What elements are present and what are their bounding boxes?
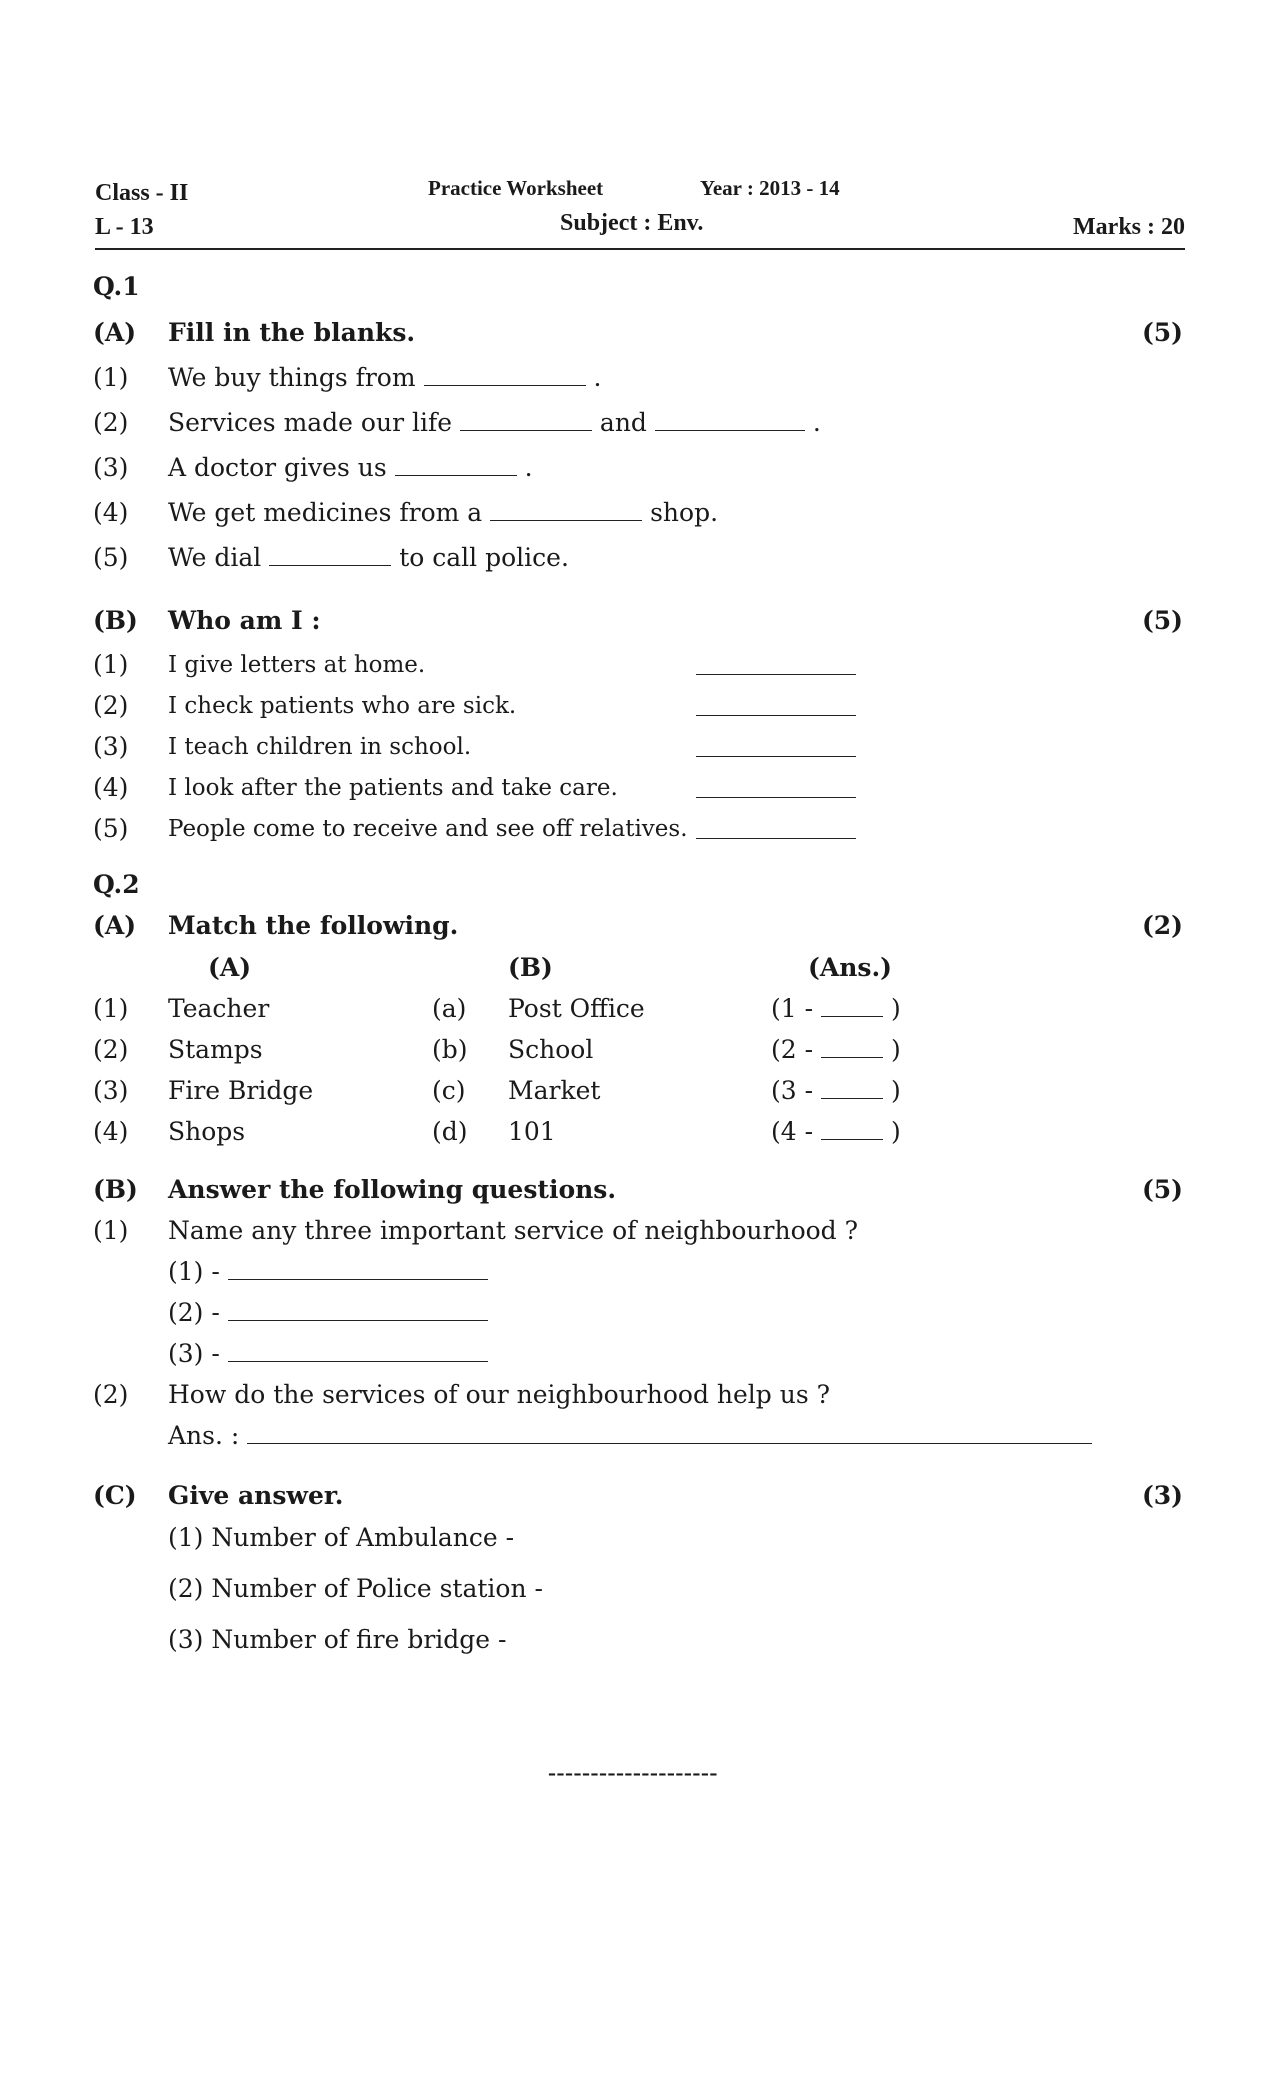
match-col-b-header: (B) [508,953,553,982]
service-answer-3: (3) - [168,1339,488,1368]
match-item-b: School [508,1035,594,1064]
answer-blank[interactable] [821,1039,883,1058]
q2a-marks: (2) [1141,911,1183,940]
answer-line: Ans. : [168,1421,1092,1450]
match-item-b: Market [508,1076,601,1105]
match-letter: (c) [432,1076,466,1105]
who-item-text: I give letters at home. [168,652,426,678]
answer-blank[interactable] [821,998,883,1017]
header-rule [95,248,1185,250]
service-answer-2: (2) - [168,1298,488,1327]
match-col-a-header: (A) [208,953,252,982]
match-col-ans-header: (Ans.) [808,953,893,982]
lesson-label: L - 13 [95,214,154,240]
q2a-label: (A) [93,911,137,940]
who-item-num: (1) [93,650,129,679]
answer-q1-text: Name any three important service of neighbourhood ? [168,1216,859,1245]
answer-q2-text: How do the services of our neighbourhood help us ? [168,1380,831,1409]
service-answer-1: (1) - [168,1257,488,1286]
answer-blank[interactable] [395,457,517,476]
answer-blank[interactable] [696,820,856,839]
give-answer-item: (1) Number of Ambulance - [168,1523,515,1552]
answer-blank[interactable] [696,697,856,716]
who-item-num: (2) [93,691,129,720]
q1a-title: Fill in the blanks. [168,318,416,347]
year-label: Year : 2013 - 14 [700,176,840,200]
subject-label: Subject : Env. [560,210,704,236]
fill-item-num: (1) [93,363,129,392]
answer-blank[interactable] [228,1343,488,1362]
q2b-title: Answer the following questions. [168,1175,617,1204]
who-item-text: I look after the patients and take care. [168,775,618,801]
q2b-marks: (5) [1141,1175,1183,1204]
fill-item-4: We get medicines from a shop. [168,498,719,527]
match-letter: (a) [432,994,467,1023]
q2c-title: Give answer. [168,1481,344,1510]
match-answer: (2 - ) [771,1035,901,1064]
q2b-label: (B) [93,1175,138,1204]
match-item-a: Teacher [168,994,270,1023]
fill-item-num: (3) [93,453,129,482]
give-answer-item: (2) Number of Police station - [168,1574,543,1603]
q1b-label: (B) [93,606,138,635]
fill-item-num: (2) [93,408,129,437]
who-item-num: (4) [93,773,129,802]
answer-blank[interactable] [490,502,642,521]
match-row-num: (1) [93,994,129,1023]
fill-item-2: Services made our life and . [168,408,821,437]
answer-blank[interactable] [696,738,856,757]
who-item-text: I check patients who are sick. [168,693,517,719]
question-2-label: Q.2 [93,870,140,899]
who-item-text: People come to receive and see off relatives. [168,816,688,842]
match-letter: (d) [432,1117,468,1146]
fill-item-5: We dial to call police. [168,543,569,572]
answer-blank[interactable] [228,1261,488,1280]
match-answer: (1 - ) [771,994,901,1023]
who-item-num: (5) [93,814,129,843]
answer-blank[interactable] [696,656,856,675]
answer-blank[interactable] [821,1121,883,1140]
q1a-label: (A) [93,318,137,347]
answer-blank[interactable] [460,412,592,431]
fill-item-num: (5) [93,543,129,572]
match-item-a: Stamps [168,1035,263,1064]
answer-blank[interactable] [696,779,856,798]
worksheet-title: Practice Worksheet [428,176,604,200]
class-label: Class - II [95,180,189,206]
end-separator: -------------------- [548,1760,718,1786]
match-answer: (4 - ) [771,1117,901,1146]
answer-blank[interactable] [247,1425,1092,1444]
answer-q2-num: (2) [93,1380,129,1409]
match-item-a: Fire Bridge [168,1076,314,1105]
match-row-num: (4) [93,1117,129,1146]
match-letter: (b) [432,1035,468,1064]
answer-blank[interactable] [821,1080,883,1099]
fill-item-num: (4) [93,498,129,527]
give-answer-item: (3) Number of fire bridge - [168,1625,507,1654]
q1b-marks: (5) [1141,606,1183,635]
match-item-b: Post Office [508,994,645,1023]
answer-q1-num: (1) [93,1216,129,1245]
answer-blank[interactable] [655,412,805,431]
question-1-label: Q.1 [93,272,140,301]
match-item-b: 101 [508,1117,556,1146]
answer-blank[interactable] [269,547,391,566]
q2c-marks: (3) [1141,1481,1183,1510]
total-marks: Marks : 20 [1073,214,1185,240]
who-item-text: I teach children in school. [168,734,472,760]
fill-item-1: We buy things from . [168,363,602,392]
fill-item-3: A doctor gives us . [168,453,533,482]
q2a-title: Match the following. [168,911,459,940]
answer-blank[interactable] [424,367,586,386]
match-answer: (3 - ) [771,1076,901,1105]
q1a-marks: (5) [1141,318,1183,347]
match-row-num: (3) [93,1076,129,1105]
q1b-title: Who am I : [168,606,321,635]
match-row-num: (2) [93,1035,129,1064]
answer-blank[interactable] [228,1302,488,1321]
match-item-a: Shops [168,1117,246,1146]
q2c-label: (C) [93,1481,137,1510]
who-item-num: (3) [93,732,129,761]
